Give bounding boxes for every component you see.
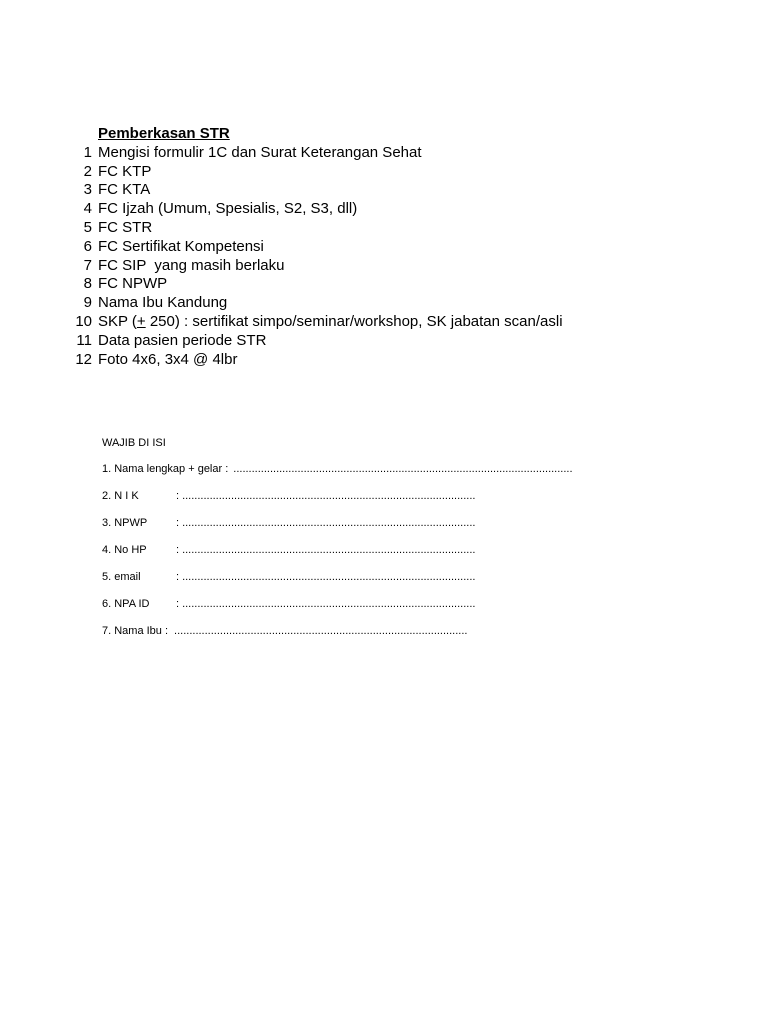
field-separator: : bbox=[176, 598, 180, 610]
field-label: 4. No HP bbox=[102, 544, 147, 556]
str-checklist bbox=[60, 125, 720, 369]
field-label: 2. N I K bbox=[102, 490, 139, 502]
checklist-item bbox=[60, 257, 720, 276]
form-field-nama-ibu[interactable] bbox=[102, 625, 722, 652]
item-number: 3 bbox=[83, 181, 92, 199]
form-title: WAJIB DI ISI bbox=[102, 437, 166, 449]
field-label: 7. Nama Ibu : bbox=[102, 625, 169, 637]
form-field-no-hp[interactable] bbox=[102, 544, 722, 571]
form-field-nik[interactable] bbox=[102, 490, 722, 517]
field-separator: : bbox=[176, 490, 180, 502]
form-field-npwp[interactable] bbox=[102, 517, 722, 544]
field-fill-line[interactable]: ................................................................................................ bbox=[182, 598, 476, 610]
checklist-item bbox=[60, 332, 720, 351]
item-number: 2 bbox=[83, 162, 92, 180]
item-text: Mengisi formulir 1C dan Surat Keterangan Sehat bbox=[98, 143, 422, 161]
item-text bbox=[98, 313, 563, 332]
form-field-npa-id[interactable] bbox=[102, 598, 722, 625]
item-text: FC KTP bbox=[98, 162, 152, 180]
item-text: FC Ijzah (Umum, Spesialis, S2, S3, dll) bbox=[98, 200, 358, 218]
item-text-after: 250) : sertifikat simpo/seminar/workshop, SK jabatan scan/asli bbox=[145, 312, 563, 330]
field-separator: : bbox=[176, 517, 180, 529]
item-text: FC SIP yang masih berlaku bbox=[98, 256, 285, 274]
item-number: 11 bbox=[76, 331, 92, 349]
checklist-title: Pemberkasan STR bbox=[98, 125, 230, 142]
field-fill-line[interactable]: ................................................................................................ bbox=[182, 571, 476, 583]
item-text: Data pasien periode STR bbox=[98, 331, 267, 349]
item-number: 8 bbox=[83, 275, 92, 293]
item-number: 4 bbox=[83, 200, 92, 218]
item-text: FC Sertifikat Kompetensi bbox=[98, 237, 264, 255]
checklist-item bbox=[60, 163, 720, 182]
field-fill-line[interactable]: ................................................................................................ bbox=[182, 490, 476, 502]
checklist-item bbox=[60, 200, 720, 219]
form-field-nama-lengkap[interactable] bbox=[102, 463, 722, 490]
checklist-item bbox=[60, 219, 720, 238]
field-separator: : bbox=[176, 544, 180, 556]
item-text-before: SKP ( bbox=[98, 312, 137, 330]
item-number: 6 bbox=[83, 237, 92, 255]
item-text-plusminus: + bbox=[136, 312, 146, 330]
field-label: 6. NPA ID bbox=[102, 598, 150, 610]
field-fill-line[interactable]: ............................................................................................................... bbox=[233, 463, 573, 475]
checklist-item bbox=[60, 144, 720, 163]
field-fill-line[interactable]: ................................................................................................ bbox=[182, 544, 476, 556]
checklist-item bbox=[60, 275, 720, 294]
item-number: 9 bbox=[83, 294, 92, 312]
mandatory-form bbox=[102, 436, 722, 652]
item-number: 1 bbox=[83, 143, 92, 161]
item-text: FC NPWP bbox=[98, 275, 168, 293]
checklist-item bbox=[60, 238, 720, 257]
checklist-item bbox=[60, 294, 720, 313]
form-field-email[interactable] bbox=[102, 571, 722, 598]
checklist-item bbox=[60, 181, 720, 200]
item-text: FC KTA bbox=[98, 181, 151, 199]
item-number: 7 bbox=[83, 256, 92, 274]
item-number: 10 bbox=[75, 312, 92, 330]
item-text: Nama Ibu Kandung bbox=[98, 294, 228, 312]
field-fill-line[interactable]: ................................................................................................ bbox=[182, 517, 476, 529]
field-fill-line[interactable]: ................................................................................................ bbox=[174, 625, 468, 637]
item-number: 5 bbox=[83, 218, 92, 236]
field-label: 1. Nama lengkap + gelar : bbox=[102, 463, 229, 475]
item-text: Foto 4x6, 3x4 @ 4lbr bbox=[98, 350, 238, 368]
field-separator: : bbox=[176, 571, 180, 583]
item-text: FC STR bbox=[98, 218, 153, 236]
field-label: 3. NPWP bbox=[102, 517, 148, 529]
checklist-item bbox=[60, 351, 720, 370]
item-number: 12 bbox=[75, 350, 92, 368]
field-label: 5. email bbox=[102, 571, 141, 583]
checklist-item bbox=[60, 313, 720, 332]
